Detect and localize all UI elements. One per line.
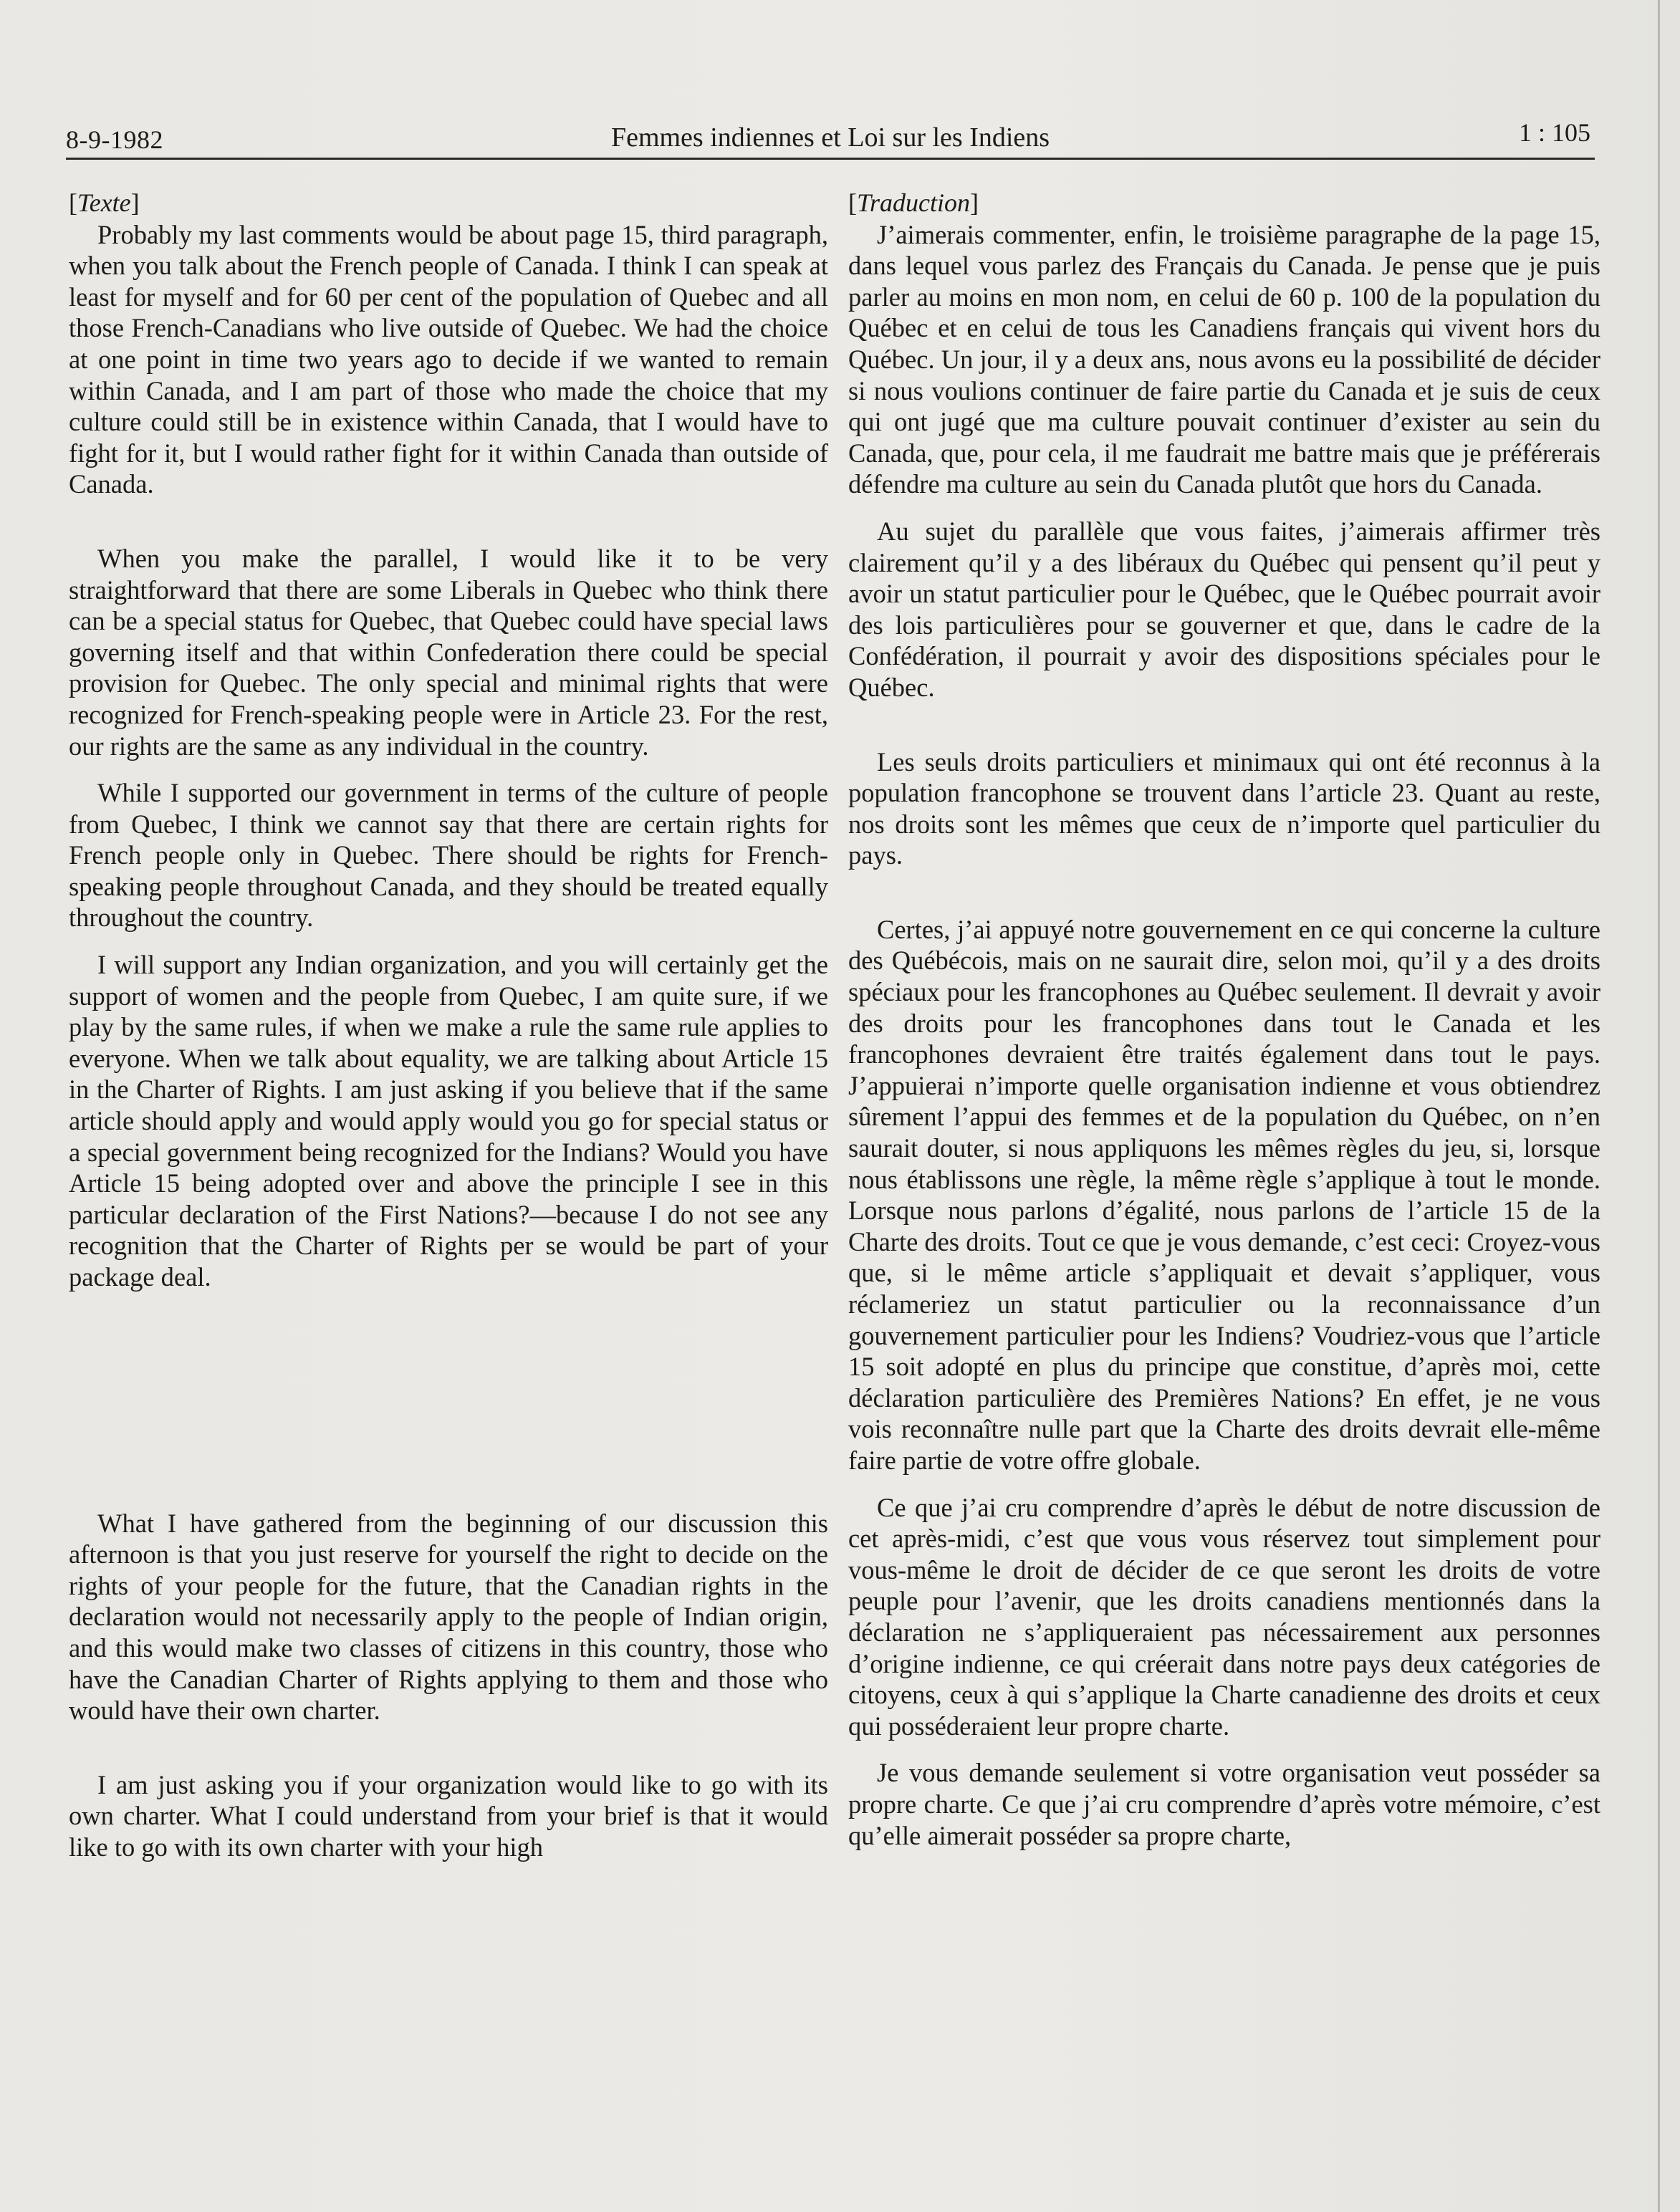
column-label: [Traduction] (848, 188, 979, 217)
column-label: [Texte] (69, 188, 140, 217)
page-number: 1 : 105 (1518, 118, 1590, 147)
paragraph: Certes, j’ai appuyé notre gouvernement en ce qui concerne la culture des Québécois, mais on ne saurait dire, selon moi, qu’il y a des droits spéciaux pour les francophones au Québec seulement. Il devrait y avoir des droits pour les francophones dans tout le Canada et les francophones devraient être traités également dans tout le pays. J’appuierai n’importe quelle organisation indienne et vous obtiendrez sûrement l’appui des femmes et de la population du Québec, on n’en saurait douter, si nous appliquons les mêmes règles du jeu, si, lorsque nous établissons une règle, la même règle s’applique à tout le monde. Lorsque nous parlons d’égalité, nous parlons de l’article 15 de la Charte des droits. Tout ce que je vous demande, c’est ceci: Croyez-vous que, si le même article s’appliquait et devait s’appliquer, vous réclameriez un statut particulier ou la reconnaissance d’un gouvernement particulier pour les Indiens? Voudriez-vous que l’article 15 soit adopté en plus du principe que constitue, d’après moi, cette déclaration particulière des Premières Nations? En effet, je ne vous vois reconnaître nulle part que la Charte des droits devrait elle-même faire partie de votre offre globale. (848, 914, 1600, 1475)
paragraph: Les seuls droits particuliers et minimaux qui ont été reconnus à la population francophone se trouvent dans l’article 23. Quant au reste, nos droits sont les mêmes que ceux de n’importe quel particulier du pays. (848, 746, 1600, 870)
paragraph: What I have gathered from the beginning of our discussion this afternoon is that you just reserve for yourself the right to decide on the rights of your people for the future, that the Canadian rights in the declaration would not necessarily apply to the people of Indian origin, and this would make two classes of citizens in this country, those who have the Canadian Charter of Rights applying to them and those who would have their own charter. (69, 1508, 828, 1726)
paragraph: I will support any Indian organization, and you will certainly get the support of women and the people from Quebec, I am quite sure, if we play by the same rules, if when we make a rule the same rule applies to everyone. When we talk about equality, we are talking about Article 15 in the Charter of Rights. I am just asking if you believe that if the same article should apply and would apply would you go for special status or a special government being recognized for the Indians? Would you have Article 15 being adopted over and above the principle I see in this particular declaration of the First Nations?—because I do not see any recognition that the Charter of Rights per se would be part of your package deal. (69, 950, 828, 1292)
paragraph: I am just asking you if your organization would like to go with its own charter. What I could understand from your brief is that it would like to go with its own charter with your high (69, 1769, 828, 1862)
paragraph: Je vous demande seulement si votre organisation veut posséder sa propre charte. Ce que j’ai cru comprendre d’après votre mémoire, c’est qu’elle aimerait posséder sa propre charte, (848, 1758, 1600, 1850)
paragraph: While I supported our government in terms of the culture of people from Quebec, I think we cannot say that there are certain rights for French people only in Quebec. There should be rights for French-speaking people throughout Canada, and they should be treated equally throughout the country. (69, 778, 828, 933)
header-title: Femmes indiennes et Loi sur les Indiens (610, 122, 1050, 153)
english-column (69, 188, 828, 1863)
paragraph: Ce que j’ai cru comprendre d’après le début de notre discussion de cet après-midi, c’est que vous vous réservez tout simplement pour vous-même le droit de décider de ce que seront les droits de votre peuple pour l’avenir, que les droits canadiens mentionnés dans la déclaration ne s’appliqueraient pas nécessairement aux personnes d’origine indienne, ce qui créerait dans notre pays deux catégories de citoyens, ceux à qui s’applique la Charte canadienne des droits et ceux qui posséderaient leur propre charte. (848, 1492, 1600, 1741)
running-header (66, 107, 1595, 160)
paragraph: When you make the parallel, I would like it to be very straightforward that there are some Liberals in Quebec who think there can be a special status for Quebec, that Quebec could have special laws governing itself and that within Confederation there could be special provision for Quebec. The only special and minimal rights that were recognized for French-speaking people were in Article 23. For the rest, our rights are the same as any individual in the country. (69, 543, 828, 761)
french-column (848, 188, 1600, 1851)
page-edge (1658, 0, 1660, 2212)
paragraph: J’aimerais commenter, enfin, le troisième paragraphe de la page 15, dans lequel vous parlez des Français du Canada. Je pense que je puis parler au moins en mon nom, en celui de 60 p. 100 de la population du Québec et en celui de tous les Canadiens français qui vivent hors du Québec. Un jour, il y a deux ans, nous avons eu la possibilité de décider si nous voulions continuer de faire partie du Canada et je suis de ceux qui ont jugé que ma culture pouvait continuer d’exister au sein du Canada, que, pour cela, il me faudrait me battre mais que je préférerais défendre ma culture au sein du Canada plutôt que hors du Canada. (848, 219, 1600, 499)
paragraph: Au sujet du parallèle que vous faites, j’aimerais affirmer très clairement qu’il y a des libéraux du Québec qui pensent qu’il peut y avoir un statut particulier pour le Québec, que le Québec pourrait avoir des lois particulières pour se gouverner et que, dans le cadre de la Confédération, il pourrait y avoir des dispositions spéciales pour le Québec. (848, 516, 1600, 702)
header-date: 8-9-1982 (66, 125, 163, 154)
paragraph: Probably my last comments would be about page 15, third paragraph, when you talk about the French people of Canada. I think I can speak at least for myself and for 60 per cent of the population of Quebec and all those French-Canadians who live outside of Quebec. We had the choice at one point in time two years ago to decide if we wanted to remain within Canada, and I am part of those who made the choice that my culture could still be in existence within Canada, that I would have to fight for it, but I would rather fight for it within Canada than outside of Canada. (69, 219, 828, 499)
